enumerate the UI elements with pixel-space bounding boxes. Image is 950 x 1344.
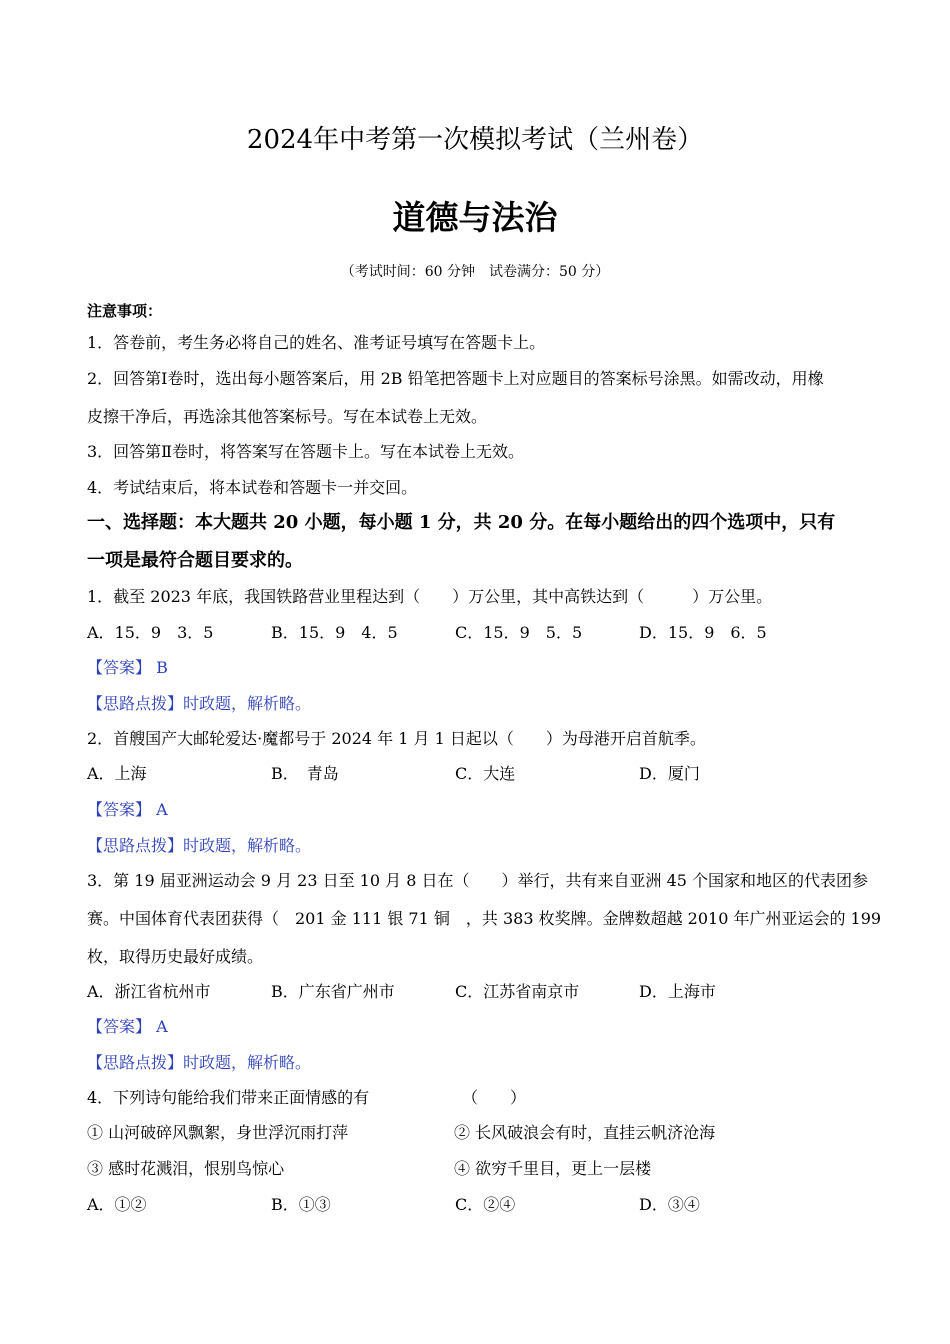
poem-4: ④ 欲穷千里目，更上一层楼 bbox=[454, 1159, 652, 1178]
question-2-hint: 【思路点拨】时政题，解析略。 bbox=[87, 836, 312, 855]
question-3-stem-cont: 赛。中国体育代表团获得（ 201 金 111 银 71 铜 ，共 383 枚奖牌。金牌数超越 2010 年广州亚运会的 199 bbox=[87, 909, 882, 928]
question-3-hint: 【思路点拨】时政题，解析略。 bbox=[87, 1053, 312, 1072]
poem-3: ③ 感时花溅泪，恨别鸟惊心 bbox=[87, 1159, 285, 1178]
option-a: A．①② bbox=[87, 1195, 147, 1214]
option-c: C．15．9 5．5 bbox=[455, 623, 583, 642]
option-a: A．上海 bbox=[87, 764, 147, 783]
note-item: 2．回答第Ⅰ卷时，选出每小题答案后，用 2B 铅笔把答题卡上对应题目的答案标号涂黑。如需改动，用橡 bbox=[87, 369, 824, 388]
option-b: B．广东省广州市 bbox=[271, 982, 395, 1001]
option-c: C．②④ bbox=[455, 1195, 516, 1214]
option-b: B．15．9 4．5 bbox=[271, 623, 398, 642]
question-3-stem-cont: 枚，取得历史最好成绩。 bbox=[87, 947, 264, 966]
note-item: 皮擦干净后，再选涂其他答案标号。写在本试卷上无效。 bbox=[87, 407, 488, 426]
section-heading-cont: 一项是最符合题目要求的。 bbox=[87, 550, 303, 571]
poem-2: ② 长风破浪会有时，直挂云帆济沧海 bbox=[454, 1123, 716, 1142]
option-b: B． 青岛 bbox=[271, 764, 339, 783]
note-item: 1．答卷前，考生务必将自己的姓名、准考证号填写在答题卡上。 bbox=[87, 333, 546, 352]
question-3-answer: 【答案】 A bbox=[87, 1017, 168, 1036]
option-c: C．大连 bbox=[455, 764, 516, 783]
option-d: D．上海市 bbox=[639, 982, 716, 1001]
option-d: D．15．9 6．5 bbox=[639, 623, 767, 642]
section-heading: 一、选择题：本大题共 20 小题，每小题 1 分，共 20 分。在每小题给出的四个选项中，只有 bbox=[87, 512, 836, 533]
exam-info: （考试时间：60 分钟 试卷满分：50 分） bbox=[340, 264, 610, 280]
question-4-blank: （ ） bbox=[462, 1088, 527, 1107]
question-1-answer: 【答案】 B bbox=[87, 658, 168, 677]
question-1-stem: 1．截至 2023 年底，我国铁路营业里程达到（ ）万公里，其中高铁达到（ ）万公里。 bbox=[87, 587, 773, 606]
question-4-stem: 4．下列诗句能给我们带来正面情感的有 bbox=[87, 1088, 370, 1107]
option-d: D．厦门 bbox=[639, 764, 700, 783]
note-item: 3．回答第Ⅱ卷时，将答案写在答题卡上。写在本试卷上无效。 bbox=[87, 442, 525, 461]
subject-title: 道德与法治 bbox=[392, 198, 558, 237]
question-1-hint: 【思路点拨】时政题，解析略。 bbox=[87, 694, 312, 713]
option-a: A．15．9 3．5 bbox=[87, 623, 214, 642]
poem-1: ① 山河破碎风飘絮，身世浮沉雨打萍 bbox=[87, 1123, 349, 1142]
exam-title: 2024年中考第一次模拟考试（兰州卷） bbox=[246, 125, 704, 155]
question-2-stem: 2．首艘国产大邮轮爱达·魔都号于 2024 年 1 月 1 日起以（ ）为母港开启首航季。 bbox=[87, 729, 706, 748]
question-3-stem: 3．第 19 届亚洲运动会 9 月 23 日至 10 月 8 日在（ ）举行，共有来自亚洲 45 个国家和地区的代表团参 bbox=[87, 871, 869, 890]
option-d: D．③④ bbox=[639, 1195, 700, 1214]
option-b: B．①③ bbox=[271, 1195, 331, 1214]
option-a: A．浙江省杭州市 bbox=[87, 982, 211, 1001]
note-item: 4．考试结束后，将本试卷和答题卡一并交回。 bbox=[87, 478, 418, 497]
notes-heading: 注意事项： bbox=[87, 302, 163, 320]
question-2-answer: 【答案】 A bbox=[87, 800, 168, 819]
option-c: C．江苏省南京市 bbox=[455, 982, 580, 1001]
